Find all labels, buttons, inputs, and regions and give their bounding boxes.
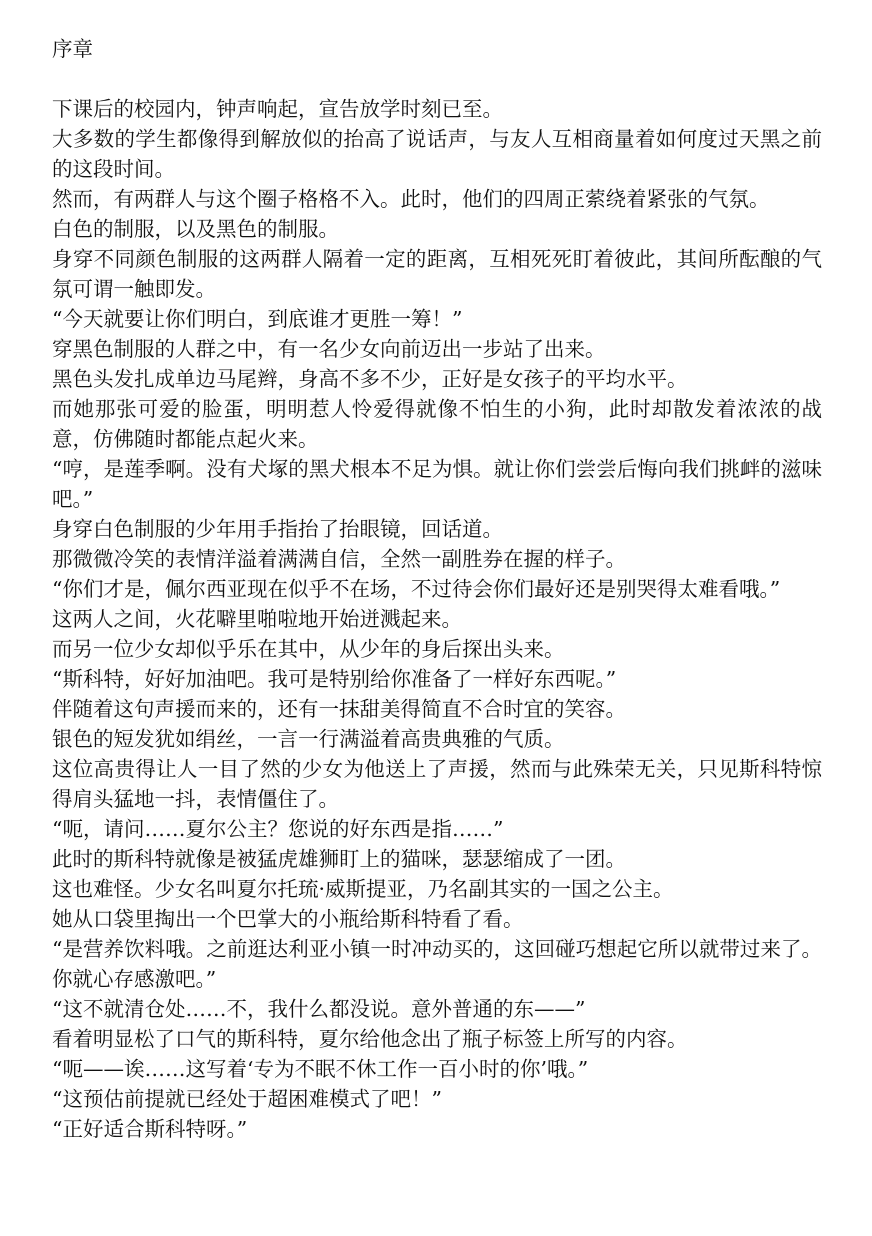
paragraph: “这预估前提就已经处于超困难模式了吧！” [52,1087,442,1111]
paragraph: 而她那张可爱的脸蛋，明明惹人怜爱得就像不怕生的小狗，此时却散发着浓浓的战意，仿佛随时都能点起火来。 [52,397,822,451]
body-text [52,94,822,1144]
paragraph: 这位高贵得让人一目了然的少女为他送上了声援，然而与此殊荣无关，只见斯科特惊得肩头猛地一抖，表情僵住了。 [52,757,822,811]
paragraph: “今天就要让你们明白，到底谁才更胜一筹！” [52,307,463,331]
paragraph: 银色的短发犹如绢丝，一言一行满溢着高贵典雅的气质。 [52,727,565,751]
paragraph: 身穿不同颜色制服的这两群人隔着一定的距离，互相死死盯着彼此，其间所酝酿的气氛可谓一触即发。 [52,247,822,301]
paragraph: 而另一位少女却似乎乐在其中，从少年的身后探出头来。 [52,637,565,661]
paragraph: 这两人之间，火花噼里啪啦地开始迸溅起来。 [52,607,462,631]
paragraph: 那微微冷笑的表情洋溢着满满自信，全然一副胜券在握的样子。 [52,547,626,571]
paragraph: 她从口袋里掏出一个巴掌大的小瓶给斯科特看了看。 [52,907,524,931]
paragraph: 大多数的学生都像得到解放似的抬高了说话声，与友人互相商量着如何度过天黑之前的这段时间。 [52,127,822,181]
paragraph: 黑色头发扎成单边马尾辫，身高不多不少，正好是女孩子的平均水平。 [52,367,688,391]
paragraph: 白色的制服，以及黑色的制服。 [52,217,339,241]
paragraph: 然而，有两群人与这个圈子格格不入。此时，他们的四周正萦绕着紧张的气氛。 [52,187,770,211]
paragraph: 身穿白色制服的少年用手指抬了抬眼镜，回话道。 [52,517,503,541]
paragraph: 这也难怪。少女名叫夏尔托琉·威斯提亚，乃名副其实的一国之公主。 [52,877,674,901]
paragraph: “呃，请问……夏尔公主？您说的好东西是指……” [52,817,504,841]
paragraph: “正好适合斯科特呀。” [52,1117,248,1141]
paragraph: 看着明显松了口气的斯科特，夏尔给他念出了瓶子标签上所写的内容。 [52,1027,688,1051]
paragraph: 穿黑色制服的人群之中，有一名少女向前迈出一步站了出来。 [52,337,606,361]
chapter-title: 序章 [52,37,93,61]
paragraph: “呃——诶……这写着‘专为不眠不休工作一百小时的你’哦。” [52,1057,589,1081]
paragraph: “这不就清仓处……不，我什么都没说。意外普通的东——” [52,997,586,1021]
title-spacer [52,64,822,94]
paragraph: “你们才是，佩尔西亚现在似乎不在场，不过待会你们最好还是别哭得太难看哦。” [52,577,781,601]
paragraph: “斯科特，好好加油吧。我可是特别给你准备了一样好东西呢。” [52,667,617,691]
paragraph: 此时的斯科特就像是被猛虎雄狮盯上的猫咪，瑟瑟缩成了一团。 [52,847,626,871]
paragraph: 伴随着这句声援而来的，还有一抹甜美得简直不合时宜的笑容。 [52,697,626,721]
paragraph: “是营养饮料哦。之前逛达利亚小镇一时冲动买的，这回碰巧想起它所以就带过来了。你就心存感激吧。” [52,937,822,991]
paragraph: “哼，是莲季啊。没有犬塚的黑犬根本不足为惧。就让你们尝尝后悔向我们挑衅的滋味吧。” [52,457,822,511]
paragraph: 下课后的校园内，钟声响起，宣告放学时刻已至。 [52,97,503,121]
document-page [52,34,822,1144]
